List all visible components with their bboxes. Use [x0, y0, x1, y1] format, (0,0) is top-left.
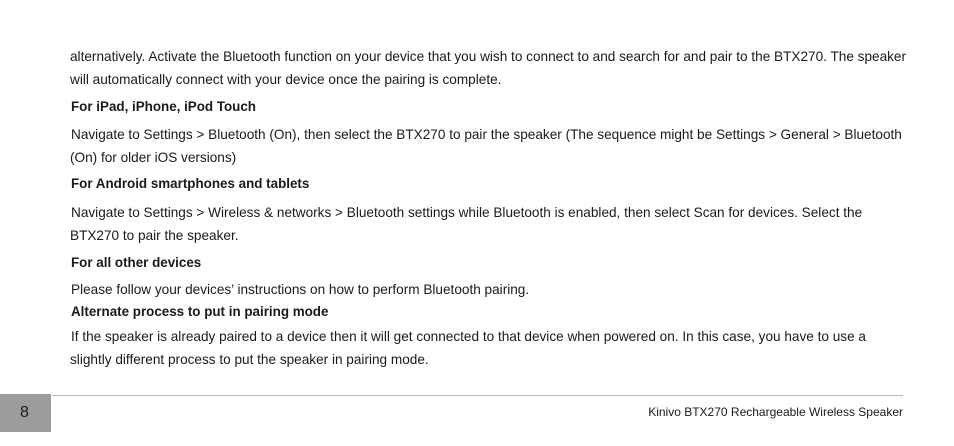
section-heading-alternate-process: Alternate process to put in pairing mode	[71, 304, 329, 319]
footer-divider	[52, 395, 903, 396]
section-text-other-devices: Please follow your devices’ instructions on how to perform Bluetooth pairing.	[71, 282, 530, 297]
section-heading-other-devices: For all other devices	[71, 255, 202, 270]
footer-title: Kinivo BTX270 Rechargeable Wireless Speaker	[648, 405, 903, 419]
section-heading-ipad: For iPad, iPhone, iPod Touch	[71, 99, 256, 114]
page-number: 8	[20, 404, 29, 421]
section-text-ipad: Navigate to Settings > Bluetooth (On), then select the BTX270 to pair the speaker (The sequence might be Settings > General > Bluetooth (On) for older iOS versions)	[70, 127, 902, 165]
section-heading-android: For Android smartphones and tablets	[71, 176, 310, 191]
section-text-alternate-process: If the speaker is already paired to a device then it will get connected to that device when powered on. In this case, you have to use a slightly different process to put the speaker in pairing mode.	[70, 329, 866, 367]
intro-paragraph: alternatively. Activate the Bluetooth function on your device that you wish to connect to and search for and pair to the BTX270. The speaker will automatically connect with your device once the pairing is complete.	[70, 49, 907, 87]
section-text-android: Navigate to Settings > Wireless & networks > Bluetooth settings while Bluetooth is enabled, then select Scan for devices. Select the BTX270 to pair the speaker.	[70, 205, 863, 243]
page-content	[70, 45, 910, 371]
